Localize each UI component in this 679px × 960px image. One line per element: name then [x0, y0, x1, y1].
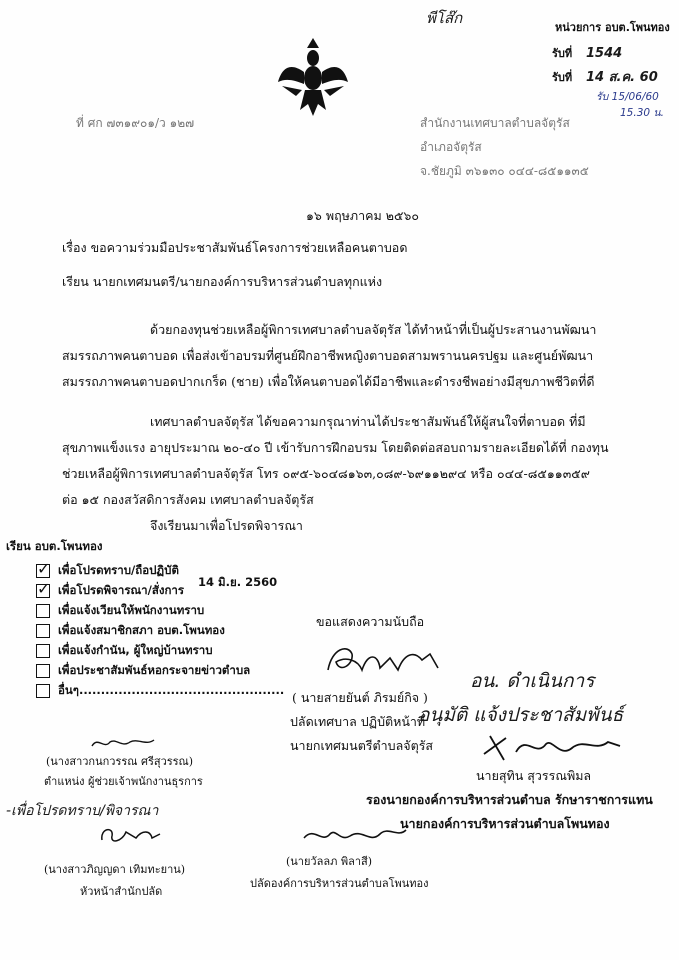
- checkbox[interactable]: [36, 664, 50, 678]
- regards-line: ขอแสดงความนับถือ: [316, 614, 425, 629]
- address-line-3: จ.ชัยภูมิ ๓๖๑๓๐ ๐๔๔-๘๕๑๑๓๕: [420, 164, 589, 178]
- body-p2-line3: ช่วยเหลือผู้พิการเทศบาลตำบลจัตุรัส โทร ๐๙๕-๖๐๔๘๑๖๓,๐๘๙-๖๙๑๑๒๙๔ หรือ ๐๔๔-๘๕๑๑๓๕๙: [62, 466, 590, 481]
- routing-checklist-item: [36, 622, 284, 642]
- routing-checklist-label: เพื่อโปรดพิจารณา/สั่งการ: [58, 583, 185, 597]
- checkbox[interactable]: [36, 604, 50, 618]
- routing-checklist-item: [36, 602, 284, 622]
- body-p2-line1: เทศบาลตำบลจัตุรัส ได้ขอความกรุณาท่านได้ประชาสัมพันธ์ให้ผู้สนใจที่ตาบอด ที่มี: [150, 414, 586, 429]
- receipt-extra-note: รับ 15/06/60: [596, 91, 659, 103]
- mayor-signature: [318, 640, 458, 684]
- routing-checklist-label: เพื่อแจ้งกำนัน, ผู้ใหญ่บ้านทราบ: [58, 643, 213, 657]
- handwritten-approval-2: อนุมัติ แจ้งประชาสัมพันธ์: [418, 704, 624, 726]
- routing-checklist-item: [36, 682, 284, 702]
- routing-checklist-item: [36, 642, 284, 662]
- sender-name: ( นายสายยันต์ ภิรมย์กิจ ): [292, 690, 428, 705]
- sender-position-1: ปลัดเทศบาล ปฏิบัติหน้าที่: [290, 714, 426, 729]
- routing-checklist-label: เพื่อแจ้งเวียนให้พนักงานทราบ: [58, 603, 205, 617]
- checkbox[interactable]: [36, 644, 50, 658]
- checkbox[interactable]: [36, 624, 50, 638]
- address-line-2: อำเภอจัตุรัส: [420, 140, 482, 154]
- head-name: (นางสาวภิญญดา เทิมทะยาน): [44, 863, 186, 876]
- routing-checklist-item: [36, 662, 284, 682]
- head-position: หัวหน้าสำนักปลัด: [80, 885, 163, 898]
- routing-checklist-label: อื่นๆ...............................................: [58, 683, 285, 697]
- clerk-handnote: -เพื่อโปรดทราบ/พิจารณา: [6, 803, 159, 819]
- deputy-position-1: รองนายกองค์การบริหารส่วนตำบล รักษาราชการแทน: [366, 792, 653, 807]
- receipt-extra-time: 15.30 น.: [620, 107, 664, 119]
- body-p1-line2: สมรรถภาพคนตาบอด เพื่อส่งเข้าอบรมที่ศูนย์ฝึกอาชีพหญิงตาบอดสามพรานนครปฐม และศูนย์พัฒนา: [62, 348, 594, 363]
- checkbox[interactable]: [36, 684, 50, 698]
- routing-stamp-title: เรียน อบต.โพนทอง: [6, 539, 103, 553]
- clerk-name: (นางสาวกนกวรรณ ศรีสุวรรณ): [46, 755, 194, 768]
- handwritten-note: พีโส๊ก: [426, 9, 463, 27]
- reference-number: ที่ ศก ๗๓๑๙๐๑/ว ๑๒๗: [76, 116, 195, 130]
- body-p2-line2: สุขภาพแข็งแรง อายุประมาณ ๒๐-๔๐ ปี เข้ารับการฝึกอบรม โดยติดต่อสอบถามรายละเอียดได้ที่ กองทุน: [62, 440, 609, 455]
- garuda-emblem: [276, 38, 350, 120]
- subject-line: เรื่อง ขอความร่วมมือประชาสัมพันธ์โครงการช่วยเหลือคนตาบอด: [62, 240, 408, 255]
- palad-position: ปลัดองค์การบริหารส่วนตำบลโพนทอง: [250, 877, 429, 890]
- receipt-stamp-office: หน่วยการ อบต.โพนทอง: [555, 21, 670, 34]
- body-p1-line3: สมรรถภาพคนตาบอดปากเกร็ด (ชาย) เพื่อให้คนตาบอดได้มีอาชีพและดำรงชีพอย่างมีสุขภาพชีวิตที่ดี: [62, 374, 595, 389]
- routing-checklist-label: เพื่อแจ้งสมาชิกสภา อบต.โพนทอง: [58, 623, 225, 637]
- checkbox[interactable]: [36, 584, 50, 598]
- routing-stamp-date: 14 มิ.ย. 2560: [198, 575, 278, 589]
- checkbox[interactable]: [36, 564, 50, 578]
- head-signature: [96, 822, 166, 848]
- letter-date: ๑๖ พฤษภาคม ๒๕๖๐: [306, 208, 419, 223]
- routing-checklist: [36, 562, 284, 702]
- palad-signature: [300, 822, 410, 852]
- receipt-stamp-no: รับที่ 1544: [552, 46, 623, 61]
- deputy-signature: [476, 728, 626, 766]
- palad-name: (นายวัลลภ พิลาสี): [286, 855, 373, 868]
- address-line-1: สำนักงานเทศบาลตำบลจัตุรัส: [420, 116, 570, 130]
- routing-checklist-item: [36, 582, 284, 602]
- recipient-line: เรียน นายกเทศมนตรี/นายกองค์การบริหารส่วนตำบลทุกแห่ง: [62, 274, 383, 289]
- deputy-position-2: นายกองค์การบริหารส่วนตำบลโพนทอง: [400, 816, 610, 831]
- routing-checklist-item: [36, 562, 284, 582]
- clerk-position: ตำแหน่ง ผู้ช่วยเจ้าพนักงานธุรการ: [44, 775, 203, 788]
- routing-checklist-label: เพื่อโปรดทราบ/ถือปฏิบัติ: [58, 563, 179, 577]
- handwritten-approval-1: อน. ดำเนินการ: [470, 670, 595, 692]
- receipt-stamp-date: รับที่ 14 ส.ค. 60: [552, 70, 658, 85]
- body-p1-line1: ด้วยกองทุนช่วยเหลือผู้พิการเทศบาลตำบลจัตุรัส ได้ทำหน้าที่เป็นผู้ประสานงานพัฒนา: [150, 322, 597, 337]
- sender-position-2: นายกเทศมนตรีตำบลจัตุรัส: [290, 738, 434, 753]
- deputy-name: นายสุทิน สุวรรณพิมล: [476, 768, 592, 783]
- routing-checklist-label: เพื่อประชาสัมพันธ์หอกระจายข่าวตำบล: [58, 663, 251, 677]
- clerk-signature: [88, 734, 158, 752]
- body-p2-line4: ต่อ ๑๕ กองสวัสดิการสังคม เทศบาลตำบลจัตุรัส: [62, 492, 314, 507]
- closing-line: จึงเรียนมาเพื่อโปรดพิจารณา: [150, 518, 303, 533]
